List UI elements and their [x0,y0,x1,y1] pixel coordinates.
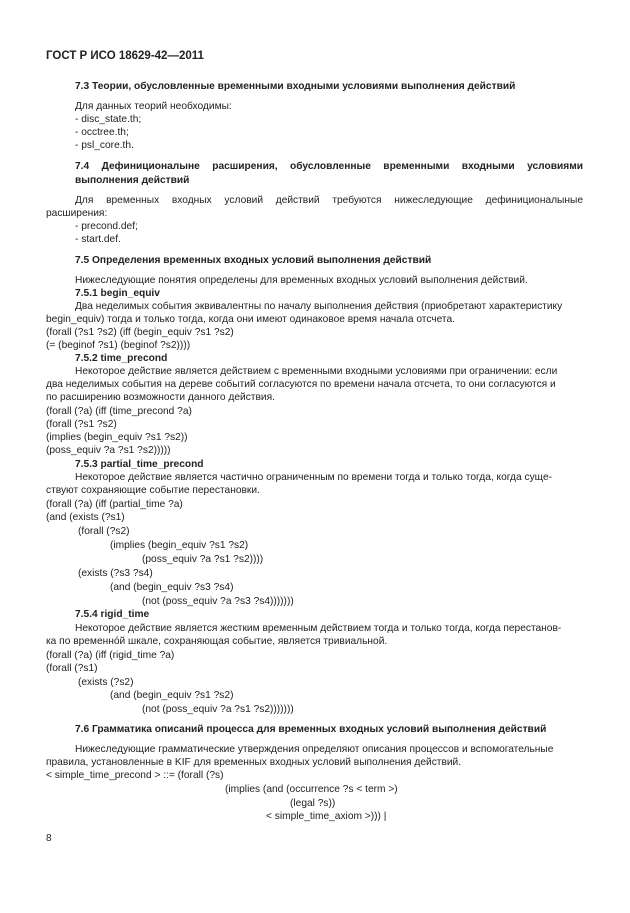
code-line: (and (begin_equiv ?s1 ?s2) [110,690,234,701]
page-header-title: ГОСТ Р ИСО 18629-42—2011 [46,50,204,62]
list-item: - occtree.th; [75,127,129,138]
text-line: по расширению возможности данного действия. [46,392,275,403]
code-line: < simple_time_precond > ::= (forall (?s) [46,770,224,781]
subsection-heading: 7.5.4 rigid_time [75,609,150,620]
code-line: (and (begin_equiv ?s3 ?s4) [110,582,234,593]
section-heading: 7.6 Грамматика описаний процесса для временных входных условий выполнения действий [75,724,547,735]
text-line: расширения: [46,208,108,219]
list-item: - start.def. [75,234,121,245]
code-line: (and (exists (?s1) [46,512,125,523]
code-line: (forall (?a) (iff (partial_time ?a) [46,499,183,510]
text-line: ка по временно́й шкале, сохраняющая событие, является тривиальной. [46,636,388,647]
code-line: (implies (begin_equiv ?s1 ?s2) [110,540,249,551]
text-line: Для временных входных условий действий требуются нижеследующие дефиниционалыные [75,195,583,206]
text-line: ствуют сохраняющие событие перестановки. [46,485,260,496]
code-line: (forall (?s2) [78,526,130,537]
code-line: (forall (?s1 ?s2) (iff (begin_equiv ?s1 ?s2) [46,327,234,338]
text-line: два неделимых события на дереве событий согласуются по времени начала отсчета, то они согласуются и [46,379,556,390]
code-line: (implies (begin_equiv ?s1 ?s2)) [46,432,188,443]
list-item: - psl_core.th. [75,140,134,151]
code-line: (poss_equiv ?a ?s1 ?s2))))) [46,445,171,456]
code-line: (= (beginof ?s1) (beginof ?s2)))) [46,340,191,351]
subsection-heading: 7.5.1 begin_equiv [75,288,160,299]
text-line: правила, установленные в KIF для временных входных условий выполнения действий. [46,757,462,768]
text-line: Нижеследующие понятия определены для временных входных условий выполнения действий. [75,275,528,286]
code-line: (poss_equiv ?a ?s1 ?s2)))) [142,554,264,565]
code-line: (implies (and (occurrence ?s < term >) [225,784,398,795]
subsection-heading: 7.5.3 partial_time_precond [75,459,204,470]
code-line: (forall (?a) (iff (rigid_time ?a) [46,650,175,661]
code-line: (forall (?s1 ?s2) [46,419,117,430]
section-heading: 7.5 Определения временных входных условий выполнения действий [75,255,432,266]
list-item: - disc_state.th; [75,114,142,125]
text-line: begin_equiv) тогда и только тогда, когда они имеют одинаковое время начала отсчета. [46,314,455,325]
text-line: Два неделимых события эквивалентны по началу выполнения действия (приобретают характеристику [75,301,563,312]
code-line: (forall (?a) (iff (time_precond ?a) [46,406,192,417]
section-heading: 7.3 Теории, обусловленные временными входными условиями выполнения действий [75,81,516,92]
code-line: (forall (?s1) [46,663,98,674]
section-heading: 7.4 Дефиниционалыне расширения, обусловленные временными входными условиями [75,161,583,172]
code-line: (exists (?s3 ?s4) [78,568,153,579]
text-line: Некоторое действие является действием с временными входными условиями при ограничении: если [75,366,558,377]
list-item: - precond.def; [75,221,138,232]
text-line: Нижеследующие грамматические утверждения определяют описания процессов и вспомогательные [75,744,554,755]
code-line: (legal ?s)) [290,798,336,809]
text-line: Некоторое действие является частично ограниченным по времени тогда и только тогда, когда суще- [75,472,552,483]
section-heading: выполнения действий [75,175,190,186]
text-line: Некоторое действие является жестким временным действием тогда и только тогда, когда перестанов- [75,623,562,634]
subsection-heading: 7.5.2 time_precond [75,353,168,364]
code-line: (not (poss_equiv ?a ?s3 ?s4))))))) [142,596,294,607]
page-number: 8 [46,833,52,844]
code-line: (not (poss_equiv ?a ?s1 ?s2))))))) [142,704,294,715]
code-line: (exists (?s2) [78,677,134,688]
code-line: < simple_time_axiom >))) | [266,811,387,822]
text-line: Для данных теорий необходимы: [75,101,232,112]
